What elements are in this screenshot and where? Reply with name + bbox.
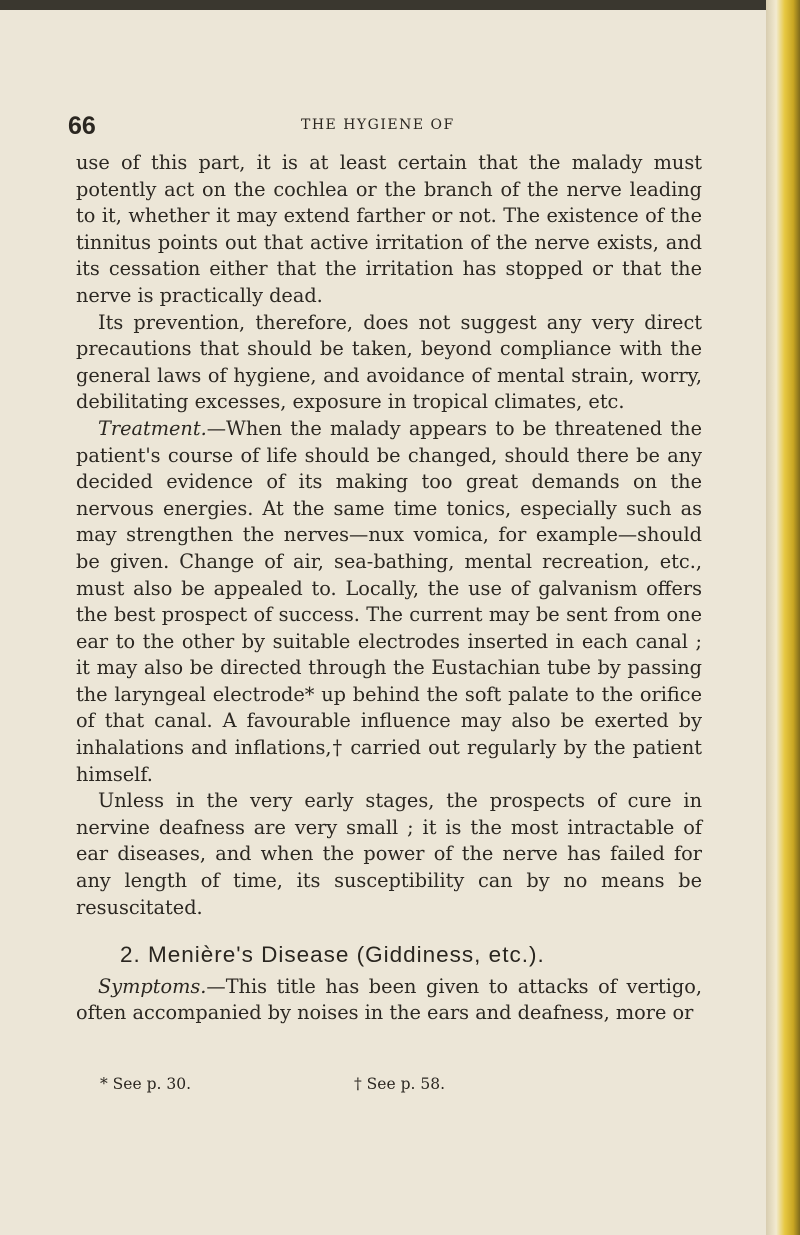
paragraph-continuation: use of this part, it is at least certain that the malady must potently act on the cochlea or the branch of the nerve leading to it, whether it may extend farther or not. The existence of the tinnitus points out that active irritation of the nerve exists, and its cessation either that the irritation has stopped or that the nerve is practically dead. <box>76 151 702 307</box>
running-head: THE HYGIENE OF <box>301 117 455 133</box>
page-number: 66 <box>68 112 96 140</box>
paragraph-symptoms <box>76 974 702 1027</box>
symptoms-text: —This title has been given to attacks of vertigo, often accompanied by noises in the ears and deafness, more or <box>76 974 702 1025</box>
footnote-2: † See p. 58. <box>354 1075 445 1093</box>
footnote-1: * See p. 30. <box>100 1075 191 1093</box>
paragraph-unless: Unless in the very early stages, the prospects of cure in nervine deafness are very small ; it is the most intractable of ear diseases, and when the power of the nerve has failed for any length of time, its susceptibility can by no means be resuscitated. <box>76 789 702 919</box>
paragraph-treatment <box>76 416 702 788</box>
symptoms-label: Symptoms. <box>98 974 207 998</box>
scan-top-edge <box>0 0 800 10</box>
body-text <box>76 150 702 1027</box>
section-heading: 2. Menière's Disease (Giddiness, etc.). <box>120 942 545 968</box>
treatment-text: —When the malady appears to be threatened the patient's course of life should be changed, should there be any decided evidence of its making too great demands on the nervous energies. At the same time tonics, especially such as may strengthen the nerves—nux vomica, for example—should be given. Change of air, sea-bathing, mental recreation, etc., must also be appealed to. Locally, the use of galvanism offers the best prospect of success. The current may be sent from one ear to the other by suitable electrodes inserted in each canal ; it may also be directed through the Eustachian tube by passing the laryngeal electrode* up behind the soft palate to the orifice of that canal. A favourable influence may also be exerted by inhalations and inflations,† carried out regularly by the patient himself. <box>76 416 702 786</box>
paragraph-prevention: Its prevention, therefore, does not suggest any very direct precautions that should be taken, beyond compliance with the general laws of hygiene, and avoidance of mental strain, worry, debilitating excesses, exposure in tropical climates, etc. <box>76 310 702 414</box>
treatment-label: Treatment. <box>98 416 207 440</box>
book-spine-edge <box>766 0 800 1235</box>
page-header <box>68 112 698 142</box>
